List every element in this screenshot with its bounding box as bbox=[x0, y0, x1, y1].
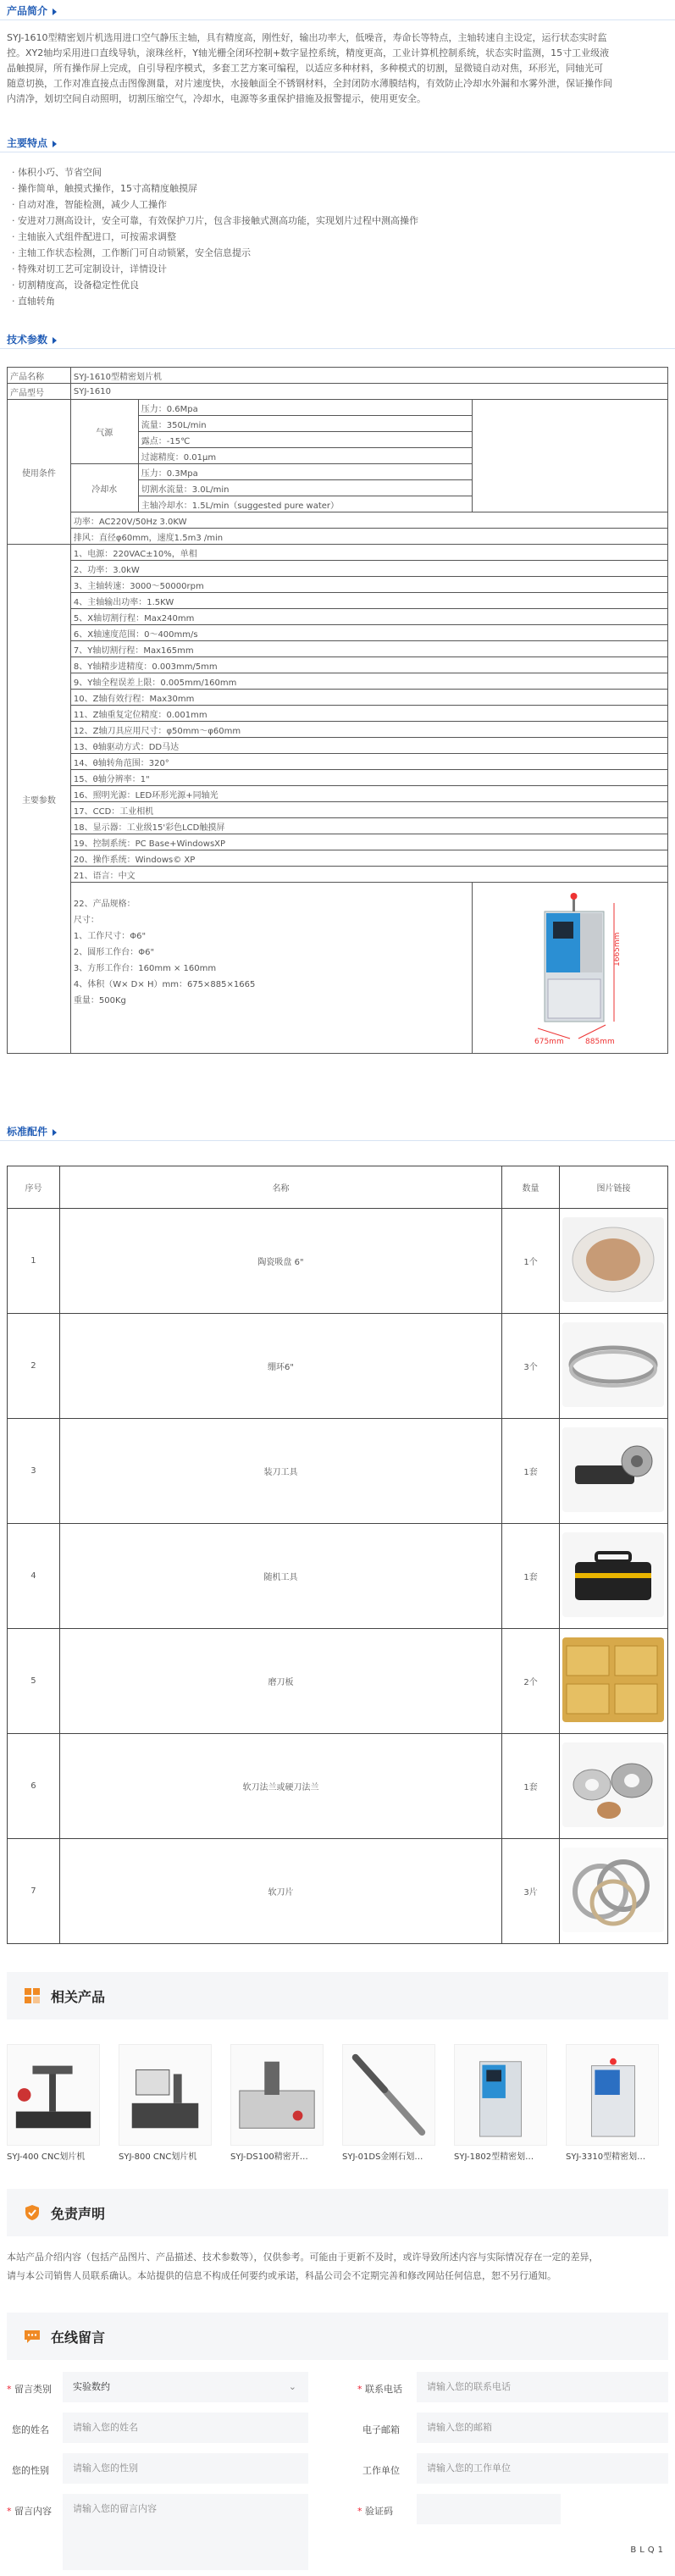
machine-image-cell bbox=[473, 883, 668, 1054]
product-card[interactable] bbox=[7, 2044, 100, 2163]
product-card[interactable] bbox=[342, 2044, 435, 2163]
accessories-section bbox=[0, 1122, 675, 1141]
size-line: 2、圆形工作台：Φ6" bbox=[73, 948, 155, 957]
size-line: 尺寸： bbox=[73, 916, 99, 925]
spec-value: SYJ-1610 bbox=[70, 384, 667, 400]
param-row: 14、θ轴转角范围：320° bbox=[70, 754, 667, 770]
acc-name: 软刀片 bbox=[59, 1839, 501, 1944]
disclaimer-text bbox=[7, 2248, 667, 2285]
spec-value: 主轴冷却水：1.5L/min（suggested pure water） bbox=[138, 496, 472, 512]
intro-line: SYJ-1610型精密划片机选用进口空气静压主轴，具有精度高，刚性好，输出功率大，低噪音，寿命长等特点，主轴转速自主设定，运行状态实时监 bbox=[7, 32, 607, 43]
acc-qty: 3片 bbox=[502, 1839, 560, 1944]
spec-value: 排风：直径φ60mm，速度1.5m3 /min bbox=[70, 529, 667, 545]
acc-name: 装刀工具 bbox=[59, 1419, 501, 1524]
param-row: 20、操作系统：Windows© XP bbox=[70, 850, 667, 867]
product-name: SYJ-01DS金刚石划… bbox=[342, 2152, 423, 2162]
disclaimer-title: 免责声明 bbox=[51, 2206, 106, 2222]
feature-item: · 特殊对切工艺可定制设计，详情设计 bbox=[12, 261, 418, 277]
dressing-board-image bbox=[562, 1637, 664, 1722]
table-row bbox=[8, 1839, 668, 1944]
specs-header bbox=[0, 330, 675, 349]
acc-image[interactable] bbox=[559, 1209, 667, 1314]
param-row: 18、显示器：工业级15'彩色LCD触摸屏 bbox=[70, 818, 667, 834]
related-products-title: 相关产品 bbox=[51, 1989, 106, 2005]
product-image bbox=[7, 2044, 100, 2146]
features-list bbox=[12, 164, 418, 309]
acc-name: 绷环6" bbox=[59, 1314, 501, 1419]
size-line: 1、工作尺寸：Φ6" bbox=[73, 932, 147, 941]
acc-qty: 3个 bbox=[502, 1314, 560, 1419]
size-line: 重量：500Kg bbox=[73, 996, 126, 1005]
param-row: 9、Y轴全程误差上限：0.005mm/160mm bbox=[70, 673, 667, 690]
feature-item: · 安进对刀测高设计，安全可靠，有效保护刀片，包含非接触式测高功能，实现划片过程中测高操作 bbox=[12, 213, 418, 229]
product-image bbox=[454, 2044, 547, 2146]
table-row bbox=[8, 1314, 668, 1419]
chevron-down-icon: ⌄ bbox=[288, 2381, 296, 2392]
type-select[interactable] bbox=[63, 2372, 308, 2402]
feature-item: · 切割精度高，设备稳定性优良 bbox=[12, 277, 418, 293]
param-row: 12、Z轴刀具应用尺寸：φ50mm～φ60mm bbox=[70, 722, 667, 738]
acc-name: 陶瓷吸盘 6" bbox=[59, 1209, 501, 1314]
spec-table bbox=[7, 367, 668, 1054]
acc-no: 1 bbox=[8, 1209, 60, 1314]
product-name: SYJ-800 CNC划片机 bbox=[119, 2152, 197, 2162]
table-row bbox=[8, 1524, 668, 1629]
acc-header-no: 序号 bbox=[8, 1166, 60, 1209]
spec-empty bbox=[473, 416, 668, 432]
acc-qty: 2个 bbox=[502, 1629, 560, 1734]
param-row: 17、CCD：工业相机 bbox=[70, 802, 667, 818]
spec-value: 过滤精度：0.01μm bbox=[138, 448, 472, 464]
intro-header bbox=[0, 2, 675, 20]
param-row: 11、Z轴重复定位精度：0.001mm bbox=[70, 706, 667, 722]
param-row: 10、Z轴有效行程：Max30mm bbox=[70, 690, 667, 706]
acc-qty: 1套 bbox=[502, 1524, 560, 1629]
param-row: 7、Y轴切割行程：Max165mm bbox=[70, 641, 667, 657]
intro-title: 产品简介 bbox=[7, 3, 57, 18]
intro-line: 晶触摸屏，所有操作屏上完成，自引导程序模式，多套工艺方案可编程，以适应多种材料，多种模式的切割，显微镜自动对焦，环形光，同轴光可 bbox=[7, 63, 603, 74]
product-image bbox=[119, 2044, 212, 2146]
spec-empty bbox=[473, 480, 668, 496]
acc-image[interactable] bbox=[559, 1314, 667, 1419]
acc-image[interactable] bbox=[559, 1629, 667, 1734]
accessories-title: 标准配件 bbox=[7, 1124, 57, 1138]
captcha-label-text: 验证码 bbox=[365, 2506, 393, 2517]
product-card[interactable] bbox=[119, 2044, 212, 2163]
content-textarea[interactable]: 请输入您的留言内容 bbox=[63, 2494, 308, 2570]
product-image bbox=[566, 2044, 659, 2146]
dim-depth-label: 885mm bbox=[585, 1038, 615, 1046]
spec-empty bbox=[473, 400, 668, 416]
param-row: 4、主轴输出功率：1.5KW bbox=[70, 593, 667, 609]
content-label-text: 留言内容 bbox=[14, 2506, 52, 2517]
message-icon bbox=[24, 2328, 41, 2345]
acc-no: 7 bbox=[8, 1839, 60, 1944]
blade-mount-tool-image bbox=[562, 1427, 664, 1512]
acc-header-qty: 数量 bbox=[502, 1166, 560, 1209]
acc-header-name: 名称 bbox=[59, 1166, 501, 1209]
disclaimer-line: 请与本公司销售人员联系确认。本站提供的信息不构成任何要约或承诺，科晶公司会不定期完善和修改网站任何信息，恕不另行通知。 bbox=[7, 2270, 556, 2281]
intro-line: 内清净，划切空间自动照明，切割压缩空气，冷却水，电源等多重保护措施及报警提示，使用更安全。 bbox=[7, 93, 426, 104]
param-row: 3、主轴转速：3000～50000rpm bbox=[70, 577, 667, 593]
acc-image[interactable] bbox=[559, 1419, 667, 1524]
spec-value: 流量：350L/min bbox=[138, 416, 472, 432]
soft-blade-image bbox=[562, 1848, 664, 1932]
param-row: 21、语言：中文 bbox=[70, 867, 667, 883]
acc-no: 6 bbox=[8, 1734, 60, 1839]
intro-line: 控。XY2轴均采用进口直线导轨，滚珠丝杆，Y轴光栅全闭环控制+数字显控系统，精度更高，工业计算机控制系统，状态实时监测，15寸工业级液 bbox=[7, 47, 610, 58]
specs-section bbox=[0, 330, 675, 349]
acc-name: 软刀法兰或硬刀法兰 bbox=[59, 1734, 501, 1839]
intro-line: 随意切换，工作对准直接点击图像测量，对片速度快，水接触面全不锈钢材料，全封闭防水薄膜结构，有效防止冷却水外漏和水雾外泄，保证操作间 bbox=[7, 78, 612, 89]
dim-width-label: 675mm bbox=[534, 1038, 564, 1046]
acc-image[interactable] bbox=[559, 1524, 667, 1629]
ceramic-chuck-image bbox=[562, 1217, 664, 1302]
acc-qty: 1个 bbox=[502, 1209, 560, 1314]
captcha-label: * 验证码 bbox=[357, 2506, 393, 2517]
spec-label: 产品型号 bbox=[8, 384, 71, 400]
acc-name: 磨刀板 bbox=[59, 1629, 501, 1734]
flange-image bbox=[562, 1742, 664, 1827]
disclaimer-bar bbox=[7, 2189, 668, 2236]
intro-section bbox=[0, 2, 675, 20]
contact-label-text: 联系电话 bbox=[365, 2384, 402, 2395]
grid-icon bbox=[24, 1987, 41, 2004]
product-name: SYJ-1802型精密划… bbox=[454, 2152, 534, 2162]
param-row: 19、控制系统：PC Base+WindowsXP bbox=[70, 834, 667, 850]
feature-item: · 体积小巧、节省空间 bbox=[12, 164, 418, 180]
toolbox-image bbox=[562, 1532, 664, 1617]
contact-label: * 联系电话 bbox=[357, 2384, 402, 2395]
specs-title: 技术参数 bbox=[7, 332, 57, 346]
acc-no: 3 bbox=[8, 1419, 60, 1524]
acc-qty: 1套 bbox=[502, 1419, 560, 1524]
spec-empty bbox=[473, 448, 668, 464]
type-label-text: 留言类别 bbox=[14, 2384, 52, 2395]
spec-value: 压力：0.3Mpa bbox=[138, 464, 472, 480]
product-image bbox=[342, 2044, 435, 2146]
frame-ring-image bbox=[562, 1322, 664, 1407]
param-row: 6、X轴速度范围：0～400mm/s bbox=[70, 625, 667, 641]
acc-header-image: 图片链接 bbox=[559, 1166, 667, 1209]
param-row: 2、功率：3.0kW bbox=[70, 561, 667, 577]
captcha-input[interactable] bbox=[417, 2494, 561, 2524]
feature-item: · 操作简单，触摸式操作，15寸高精度触摸屏 bbox=[12, 180, 418, 197]
captcha-image[interactable]: BLQ1 bbox=[630, 2546, 667, 2555]
acc-qty: 1套 bbox=[502, 1734, 560, 1839]
spec-sublabel: 冷却水 bbox=[70, 464, 138, 512]
product-card[interactable] bbox=[230, 2044, 324, 2163]
acc-image[interactable] bbox=[559, 1839, 667, 1944]
intro-text bbox=[7, 30, 667, 107]
table-row bbox=[8, 1734, 668, 1839]
name-input[interactable]: 请输入您的姓名 bbox=[63, 2413, 308, 2443]
product-image bbox=[230, 2044, 324, 2146]
message-bar bbox=[7, 2313, 668, 2360]
acc-no: 5 bbox=[8, 1629, 60, 1734]
accessories-header bbox=[0, 1122, 675, 1141]
size-line: 22、产品规格： bbox=[73, 900, 136, 909]
spec-sublabel: 气源 bbox=[70, 400, 138, 464]
product-card[interactable] bbox=[566, 2044, 659, 2163]
acc-no: 2 bbox=[8, 1314, 60, 1419]
product-name: SYJ-DS100精密开… bbox=[230, 2152, 308, 2162]
type-label: * 留言类别 bbox=[7, 2384, 52, 2395]
name-label: 您的姓名 bbox=[12, 2424, 49, 2435]
accessories-table bbox=[7, 1166, 668, 1944]
spec-label: 使用条件 bbox=[8, 400, 71, 545]
email-label: 电子邮箱 bbox=[362, 2424, 400, 2435]
spec-empty bbox=[473, 496, 668, 512]
param-row: 13、θ轴驱动方式：DD马达 bbox=[70, 738, 667, 754]
email-input[interactable]: 请输入您的邮箱 bbox=[417, 2413, 668, 2443]
spec-value: 露点：-15℃ bbox=[138, 432, 472, 448]
feature-item: · 自动对准，智能检测，减少人工操作 bbox=[12, 197, 418, 213]
message-title: 在线留言 bbox=[51, 2329, 106, 2346]
features-header bbox=[0, 134, 675, 152]
type-select-value: 实验数约 bbox=[73, 2381, 110, 2392]
features-title: 主要特点 bbox=[7, 136, 57, 150]
param-row: 1、电源：220VAC±10%，单相 bbox=[70, 545, 667, 561]
spec-value: SYJ-1610型精密划片机 bbox=[70, 368, 667, 384]
table-row bbox=[8, 1419, 668, 1524]
org-input[interactable]: 请输入您的工作单位 bbox=[417, 2453, 668, 2484]
spec-empty bbox=[473, 432, 668, 448]
content-label: * 留言内容 bbox=[7, 2506, 52, 2517]
gender-label: 您的性别 bbox=[12, 2465, 49, 2476]
size-line: 4、体积（W× D× H）mm：675×885×1665 bbox=[73, 980, 256, 989]
org-label: 工作单位 bbox=[362, 2465, 400, 2476]
acc-no: 4 bbox=[8, 1524, 60, 1629]
disclaimer-line: 本站产品介绍内容（包括产品图片、产品描述、技术参数等），仅供参考。可能由于更新不及时，或许导致所述内容与实际情况存在一定的差异， bbox=[7, 2252, 599, 2263]
acc-image[interactable] bbox=[559, 1734, 667, 1839]
spec-value: 功率：AC220V/50Hz 3.0KW bbox=[70, 512, 667, 529]
dim-height-label: 1665mm bbox=[613, 932, 622, 967]
shield-icon bbox=[24, 2204, 41, 2221]
spec-label: 产品名称 bbox=[8, 368, 71, 384]
feature-item: · 主轴嵌入式组件配进口，可按需求调整 bbox=[12, 229, 418, 245]
param-row: 15、θ轴分辨率：1" bbox=[70, 770, 667, 786]
contact-input[interactable]: 请输入您的联系电话 bbox=[417, 2372, 668, 2402]
table-row bbox=[8, 1209, 668, 1314]
param-row: 8、Y轴精步进精度：0.003mm/5mm bbox=[70, 657, 667, 673]
size-line: 3、方形工作台：160mm × 160mm bbox=[73, 964, 217, 973]
spec-value: 压力：0.6Mpa bbox=[138, 400, 472, 416]
product-name: SYJ-3310型精密划… bbox=[566, 2152, 646, 2162]
related-products-bar bbox=[7, 1972, 668, 2019]
spec-value: 切割水流量：3.0L/min bbox=[138, 480, 472, 496]
product-card[interactable] bbox=[454, 2044, 547, 2163]
feature-item: · 主轴工作状态检测，工作断门可自动锁紧，安全信息提示 bbox=[12, 245, 418, 261]
machine-image bbox=[485, 886, 655, 1047]
table-row bbox=[8, 1629, 668, 1734]
size-cell bbox=[70, 883, 472, 1054]
feature-item: · 直轴转角 bbox=[12, 293, 418, 309]
features-section bbox=[0, 134, 675, 152]
acc-name: 随机工具 bbox=[59, 1524, 501, 1629]
product-name: SYJ-400 CNC划片机 bbox=[7, 2152, 86, 2162]
spec-label: 主要参数 bbox=[8, 545, 71, 1054]
spec-empty bbox=[473, 464, 668, 480]
gender-input[interactable]: 请输入您的性别 bbox=[63, 2453, 308, 2484]
param-row: 16、照明光源：LED环形光源+同轴光 bbox=[70, 786, 667, 802]
param-row: 5、X轴切割行程：Max240mm bbox=[70, 609, 667, 625]
